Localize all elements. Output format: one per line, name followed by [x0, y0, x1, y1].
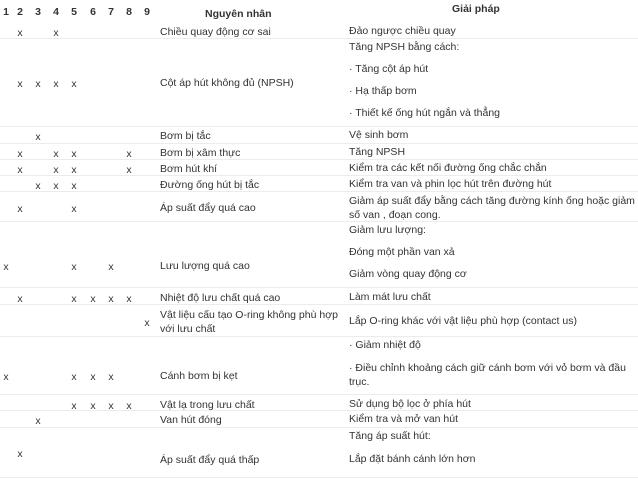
cause-text: Vật liệu cấu tạo O-ring không phù hợp với lưu chất: [160, 309, 338, 336]
solution-text: Giảm vòng quay động cơ: [349, 268, 467, 280]
solution-text: Tăng áp suất hút:: [349, 430, 431, 442]
solution-text: Giảm lưu lượng:: [349, 224, 426, 236]
mark-x: x: [71, 164, 77, 176]
header-col-2: 2: [17, 6, 23, 18]
cause-text: Cột áp hút không đủ (NPSH): [160, 77, 294, 89]
solution-text: · Giảm nhiệt độ: [349, 339, 421, 351]
header-col-5: 5: [71, 6, 77, 18]
cause-text: Bơm bị xâm thực: [160, 147, 241, 159]
mark-x: x: [108, 293, 114, 305]
header-col-1: 1: [3, 6, 9, 18]
mark-x: x: [71, 261, 77, 273]
header-col-7: 7: [108, 6, 114, 18]
mark-x: x: [71, 400, 77, 412]
mark-x: x: [90, 371, 96, 383]
solution-text: Đóng một phần van xả: [349, 246, 455, 258]
header-cause: Nguyên nhân: [205, 8, 272, 20]
solution-text: Kiểm tra và mở van hút: [349, 413, 459, 425]
header-col-8: 8: [126, 6, 132, 18]
mark-x: x: [53, 78, 59, 90]
cause-text: Van hút đóng: [160, 414, 222, 426]
mark-x: x: [144, 317, 150, 329]
cause-text: Nhiệt độ lưu chất quá cao: [160, 292, 281, 304]
mark-x: x: [17, 148, 23, 160]
mark-x: x: [35, 131, 41, 143]
cause-text: Áp suất đẩy quá cao: [160, 202, 256, 214]
solution-text: · Thiết kế ống hút ngắn và thẳng: [349, 107, 500, 119]
solution-text: · Tăng cột áp hút: [349, 63, 429, 75]
mark-x: x: [90, 400, 96, 412]
mark-x: x: [17, 164, 23, 176]
mark-x: x: [71, 148, 77, 160]
header-solution: Giải pháp: [452, 3, 500, 15]
mark-x: x: [126, 400, 132, 412]
mark-x: x: [17, 78, 23, 90]
cause-text: Áp suất đẩy quá thấp: [160, 454, 260, 466]
mark-x: x: [71, 293, 77, 305]
mark-x: x: [3, 371, 9, 383]
table-header: [0, 0, 638, 22]
mark-x: x: [71, 203, 77, 215]
cause-text: Bơm bị tắc: [160, 130, 211, 142]
mark-x: x: [53, 180, 59, 192]
mark-x: x: [17, 448, 23, 460]
mark-x: x: [71, 78, 77, 90]
solution-text: Kiểm tra van và phin lọc hút trên đường hút: [349, 178, 552, 190]
mark-x: x: [108, 261, 114, 273]
mark-x: x: [126, 148, 132, 160]
solution-text: Lắp O-ring khác với vật liệu phù hợp (contact us): [349, 315, 577, 327]
mark-x: x: [35, 78, 41, 90]
mark-x: x: [126, 293, 132, 305]
mark-x: x: [126, 164, 132, 176]
solution-text: · Hạ thấp bơm: [349, 85, 417, 97]
cause-text: Bơm hút khí: [160, 163, 218, 175]
mark-x: x: [108, 400, 114, 412]
mark-x: x: [71, 371, 77, 383]
cause-text: Lưu lượng quá cao: [160, 260, 250, 272]
mark-x: x: [17, 203, 23, 215]
solution-text: Tăng NPSH bằng cách:: [349, 41, 460, 53]
mark-x: x: [53, 148, 59, 160]
solution-text: Vệ sinh bơm: [349, 129, 409, 141]
cause-text: Vật lạ trong lưu chất: [160, 399, 255, 411]
solution-text: Lắp đặt bánh cánh lớn hơn: [349, 453, 476, 465]
header-col-6: 6: [90, 6, 96, 18]
mark-x: x: [35, 180, 41, 192]
header-col-4: 4: [53, 6, 59, 18]
cause-text: Đường ống hút bị tắc: [160, 179, 260, 191]
cause-text: Chiều quay động cơ sai: [160, 26, 271, 38]
mark-x: x: [71, 180, 77, 192]
solution-text: Giảm áp suất đẩy bằng cách tăng đường kính ống hoặc giảm số van , đoạn cong.: [349, 195, 635, 222]
mark-x: x: [53, 27, 59, 39]
mark-x: x: [17, 293, 23, 305]
cause-text: Cánh bơm bị kẹt: [160, 370, 238, 382]
mark-x: x: [53, 164, 59, 176]
mark-x: x: [3, 261, 9, 273]
solution-text: Kiểm tra các kết nối đường ống chắc chắn: [349, 162, 547, 174]
mark-x: x: [17, 27, 23, 39]
header-col-9: 9: [144, 6, 150, 18]
solution-text: Đảo ngược chiều quay: [349, 25, 456, 37]
solution-text: · Điều chỉnh khoảng cách giữ cánh bơm với vỏ bơm và đầu trục.: [349, 362, 626, 389]
mark-x: x: [35, 415, 41, 427]
mark-x: x: [108, 371, 114, 383]
mark-x: x: [90, 293, 96, 305]
solution-text: Làm mát lưu chất: [349, 291, 431, 303]
header-col-3: 3: [35, 6, 41, 18]
solution-text: Tăng NPSH: [349, 146, 406, 158]
solution-text: Sử dụng bộ lọc ở phía hút: [349, 398, 471, 410]
